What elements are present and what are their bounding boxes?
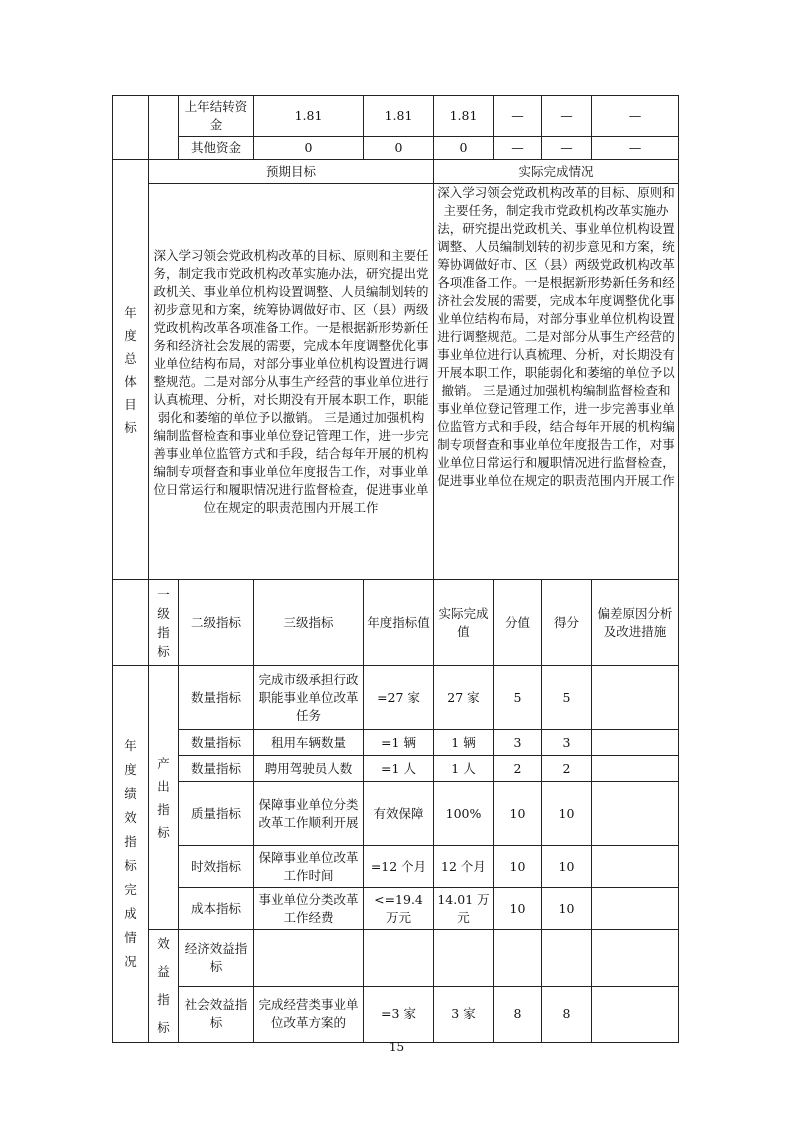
funds-row bbox=[113, 137, 679, 160]
target-cell: =12 个月 bbox=[364, 846, 434, 888]
actual-header: 实际完成值 bbox=[434, 580, 494, 666]
funds-blank-cell bbox=[149, 96, 179, 160]
reason-cell bbox=[592, 986, 679, 1043]
reason-cell bbox=[592, 846, 679, 888]
level2-cell: 成本指标 bbox=[179, 888, 254, 930]
reason-cell bbox=[592, 666, 679, 730]
target-cell bbox=[364, 930, 434, 987]
table-row bbox=[113, 930, 679, 987]
got-cell: 10 bbox=[542, 782, 592, 846]
level3-header: 三级指标 bbox=[254, 580, 364, 666]
funds-value: — bbox=[542, 137, 592, 160]
funds-label: 上年结转资金 bbox=[179, 96, 254, 137]
got-cell: 10 bbox=[542, 846, 592, 888]
reason-cell bbox=[592, 782, 679, 846]
indicator-header-blank bbox=[113, 580, 149, 666]
score-cell: 10 bbox=[494, 846, 542, 888]
level2-cell: 数量指标 bbox=[179, 730, 254, 756]
target-cell: 有效保障 bbox=[364, 782, 434, 846]
level3-cell: 完成市级承担行政职能事业单位改革任务 bbox=[254, 666, 364, 730]
indicator-header-row bbox=[113, 580, 679, 666]
actual-goal-text: 深入学习领会党政机构改革的目标、原则和主要任务，制定我市党政机构改革实施办法，研究提出党政机关、事业单位机构设置调整、人员编制划转的初步意见和方案，统筹协调做好市、区（县）两级党政机构改革各项准备工作。一是根据新形势新任务和经济社会发展的需要，完成本年度调整优化事业单位结构布局，对部分事业单位机构设置进行调整规范。二是对部分从事生产经营的事业单位进行认真梳理、分析，对长期没有开展本职工作，职能弱化和萎缩的单位予以撤销。 三是通过加强机构编制监督检查和事业单位登记管理工作，进一步完善事业单位监管方式和手段，结合每年开展的机构编制专项督查和事业单位年度报告工作，对事业单位日常运行和履职情况进行监督检查，促进事业单位在规定的职责范围内开展工作 bbox=[434, 184, 679, 580]
got-cell: 3 bbox=[542, 730, 592, 756]
level3-cell: 租用车辆数量 bbox=[254, 730, 364, 756]
got-cell: 8 bbox=[542, 986, 592, 1043]
funds-value: — bbox=[494, 96, 542, 137]
level1-header: 一级指标 bbox=[157, 586, 170, 659]
actual-cell: 14.01 万元 bbox=[434, 888, 494, 930]
funds-value: 0 bbox=[434, 137, 494, 160]
reason-cell bbox=[592, 756, 679, 782]
table-row bbox=[113, 756, 679, 782]
funds-value: 1.81 bbox=[254, 96, 364, 137]
actual-cell: 1 辆 bbox=[434, 730, 494, 756]
expected-goal-header: 预期目标 bbox=[149, 160, 434, 184]
expected-goal-text: 深入学习领会党政机构改革的目标、原则和主要任务，制定我市党政机构改革实施办法，研究提出党政机关、事业单位机构设置调整、人员编制划转的初步意见和方案，统筹协调做好市、区（县）两级党政机构改革各项准备工作。一是根据新形势新任务和经济社会发展的需要，完成本年度调整优化事业单位结构布局，对部分事业单位机构设置进行调整规范。二是对部分从事生产经营的事业单位进行认真梳理、分析，对长期没有开展本职工作，职能弱化和萎缩的单位予以撤销。 三是通过加强机构编制监督检查和事业单位登记管理工作，进一步完善事业单位监管方式和手段，结合每年开展的机构编制专项督查和事业单位年度报告工作，对事业单位日常运行和履职情况进行监督检查，促进事业单位在规定的职责范围内开展工作 bbox=[149, 184, 434, 580]
funds-value: 0 bbox=[254, 137, 364, 160]
level2-cell: 经济效益指标 bbox=[179, 930, 254, 987]
benefit-label-cell bbox=[149, 930, 179, 1043]
funds-value: 1.81 bbox=[434, 96, 494, 137]
got-cell: 2 bbox=[542, 756, 592, 782]
score-cell: 10 bbox=[494, 782, 542, 846]
reason-header: 偏差原因分析及改进措施 bbox=[592, 580, 679, 666]
level2-cell: 数量指标 bbox=[179, 666, 254, 730]
reason-cell bbox=[592, 888, 679, 930]
level2-cell: 社会效益指标 bbox=[179, 986, 254, 1043]
funds-value: — bbox=[592, 137, 679, 160]
level3-cell: 保障事业单位改革工作时间 bbox=[254, 846, 364, 888]
target-cell: =1 人 bbox=[364, 756, 434, 782]
level2-cell: 质量指标 bbox=[179, 782, 254, 846]
table-row bbox=[113, 846, 679, 888]
table-row bbox=[113, 888, 679, 930]
table-row bbox=[113, 782, 679, 846]
funds-row bbox=[113, 96, 679, 137]
score-cell: 10 bbox=[494, 888, 542, 930]
funds-value: 1.81 bbox=[364, 96, 434, 137]
actual-cell: 100% bbox=[434, 782, 494, 846]
funds-value: 0 bbox=[364, 137, 434, 160]
funds-section-cell bbox=[113, 96, 149, 160]
got-cell bbox=[542, 930, 592, 987]
page-number: 15 bbox=[388, 1040, 405, 1054]
level2-cell: 时效指标 bbox=[179, 846, 254, 888]
got-cell: 5 bbox=[542, 666, 592, 730]
target-cell: =27 家 bbox=[364, 666, 434, 730]
actual-cell bbox=[434, 930, 494, 987]
score-cell: 3 bbox=[494, 730, 542, 756]
performance-table bbox=[112, 95, 679, 1043]
target-header: 年度指标值 bbox=[364, 580, 434, 666]
goal-header-row bbox=[113, 160, 679, 184]
table-row bbox=[113, 730, 679, 756]
actual-goal-header: 实际完成情况 bbox=[434, 160, 679, 184]
actual-cell: 3 家 bbox=[434, 986, 494, 1043]
annual-goal-label-cell bbox=[113, 160, 149, 580]
score-cell: 5 bbox=[494, 666, 542, 730]
got-header: 得分 bbox=[542, 580, 592, 666]
score-cell bbox=[494, 930, 542, 987]
performance-label: 年度绩效指标完成情况 bbox=[124, 738, 137, 969]
table-row bbox=[113, 666, 679, 730]
output-label: 产出指标 bbox=[157, 755, 170, 840]
table-row bbox=[113, 986, 679, 1043]
level3-cell: 聘用驾驶员人数 bbox=[254, 756, 364, 782]
level3-cell: 事业单位分类改革工作经费 bbox=[254, 888, 364, 930]
score-cell: 2 bbox=[494, 756, 542, 782]
actual-cell: 1 人 bbox=[434, 756, 494, 782]
funds-label: 其他资金 bbox=[179, 137, 254, 160]
target-cell: =3 家 bbox=[364, 986, 434, 1043]
level3-cell bbox=[254, 930, 364, 987]
benefit-label: 效益指标 bbox=[157, 936, 170, 1035]
level1-header-cell bbox=[149, 580, 179, 666]
funds-value: — bbox=[494, 137, 542, 160]
actual-cell: 27 家 bbox=[434, 666, 494, 730]
score-cell: 8 bbox=[494, 986, 542, 1043]
funds-value: — bbox=[592, 96, 679, 137]
goal-body-row bbox=[113, 184, 679, 580]
annual-goal-label: 年度总体目标 bbox=[124, 304, 137, 435]
level3-cell: 保障事业单位分类改革工作顺利开展 bbox=[254, 782, 364, 846]
output-label-cell bbox=[149, 666, 179, 930]
level2-cell: 数量指标 bbox=[179, 756, 254, 782]
score-header: 分值 bbox=[494, 580, 542, 666]
got-cell: 10 bbox=[542, 888, 592, 930]
funds-value: — bbox=[542, 96, 592, 137]
level3-cell: 完成经营类事业单位改革方案的 bbox=[254, 986, 364, 1043]
reason-cell bbox=[592, 730, 679, 756]
target-cell: <=19.4 万元 bbox=[364, 888, 434, 930]
actual-cell: 12 个月 bbox=[434, 846, 494, 888]
reason-cell bbox=[592, 930, 679, 987]
performance-label-cell bbox=[113, 666, 149, 1043]
target-cell: =1 辆 bbox=[364, 730, 434, 756]
level2-header: 二级指标 bbox=[179, 580, 254, 666]
